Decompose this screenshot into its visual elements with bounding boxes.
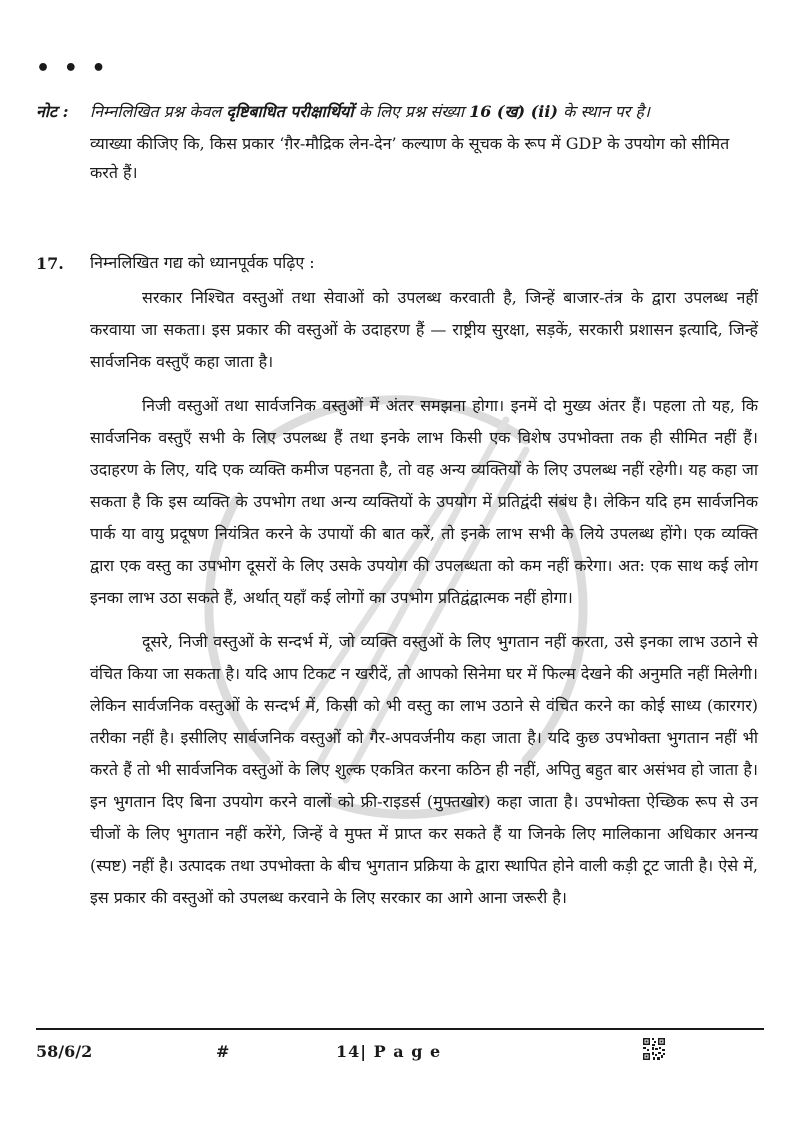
question-prompt: निम्नलिखित गद्य को ध्यानपूर्वक पढ़िए :	[90, 253, 315, 272]
footer-divider	[36, 1028, 764, 1030]
note-instruction-post: के स्थान पर है।	[558, 102, 650, 121]
note-question-reference: 16 (ख) (ii)	[469, 102, 558, 121]
note-question: व्याख्या कीजिए कि, किस प्रकार ‘ग़ैर-मौद्रिक लेन-देन’ कल्याण के सूचक के रूप में GDP के उपयोग को सीमित करते हैं।	[90, 134, 730, 182]
qr-code-icon	[642, 1037, 666, 1061]
passage-paragraph-1: सरकार निश्चित वस्तुओं तथा सेवाओं को उपलब्ध करवाती है, जिन्हें बाजार-तंत्र के द्वारा उपलब्ध नहीं करवाया जा सकता। इस प्रकार की वस्तुओं के उदाहरण हैं — राष्ट्रीय सुरक्षा, सड़कें, सरकारी प्रशासन इत्यादि, जिन्हें सार्वजनिक वस्तुएँ कहा जाता है।	[90, 288, 758, 371]
passage	[90, 282, 758, 926]
passage-paragraph-2: निजी वस्तुओं तथा सार्वजनिक वस्तुओं में अंतर समझना होगा। इनमें दो मुख्य अंतर हैं। पहला तो यह, कि सार्वजनिक वस्तुएँ सभी के लिए उपलब्ध हैं तथा इनके लाभ किसी एक विशेष उपभोक्ता तक ही सीमित नहीं हैं। उदाहरण के लिए, यदि एक व्यक्ति कमीज पहनता है, तो वह अन्य व्यक्तियों के लिए उपलब्ध नहीं रहेगी। यह कहा जा सकता है कि इस व्यक्ति के उपभोग तथा अन्य व्यक्तियों के उपयोग में प्रतिद्वंदी संबंध है। लेकिन यदि हम सार्वजनिक पार्क या वायु प्रदूषण नियंत्रित करने के उपायों की बात करें, तो इनके लाभ सभी के लिये उपलब्ध होंगे। एक व्यक्ति द्वारा एक वस्तु का उपभोग दूसरों के लिए उसके उपयोग की उपलब्धता को कम नहीं करेगा। अत: एक साथ कई लोग इनका लाभ उठा सकते हैं, अर्थात् यहाँ कई लोगों का उपभोग प्रतिद्वंद्वात्मक नहीं होगा।	[90, 396, 758, 607]
footer-hash: #	[216, 1042, 230, 1061]
continuation-dots: • • •	[36, 56, 109, 81]
page-number: 14| P a g e	[336, 1042, 442, 1061]
paper-code: 58/6/2	[36, 1042, 93, 1061]
note-instruction-mid: के लिए प्रश्न संख्या	[353, 102, 470, 121]
passage-paragraph-3: दूसरे, निजी वस्तुओं के सन्दर्भ में, जो व्यक्ति वस्तुओं के लिए भुगतान नहीं करता, उसे इनका लाभ उठाने से वंचित किया जा सकता है। यदि आप टिकट न खरीदें, तो आपको सिनेमा घर में फिल्म देखने की अनुमति नहीं मिलेगी। लेकिन सार्वजनिक वस्तुओं के सन्दर्भ में, किसी को भी वस्तु का लाभ उठाने से वंचित करने का कोई साध्य (कारगर) तरीका नहीं है। इसीलिए सार्वजनिक वस्तुओं को गैर-अपवर्जनीय कहा जाता है। यदि कुछ उपभोक्ता भुगतान नहीं भी करते हैं तो भी सार्वजनिक वस्तुओं के लिए शुल्क एकत्रित करना कठिन ही नहीं, अपितु बहुत बार असंभव हो जाता है। इन भुगतान दिए बिना उपयोग करने वालों को फ्री-राइडर्स (मुफ्तखोर) कहा जाता है। उपभोक्ता ऐच्छिक रूप से उन चीजों के लिए भुगतान नहीं करेंगे, जिन्हें वे मुफ्त में प्राप्त कर सकते हैं या जिनके लिए मालिकाना अधिकार अनन्य (स्पष्ट) नहीं है। उत्पादक तथा उपभोक्ता के बीच भुगतान प्रक्रिया के द्वारा स्थापित होने वाली कड़ी टूट जाती है। ऐसे में, इस प्रकार की वस्तुओं को उपलब्ध करवाने के लिए सरकार का आगे आना जरूरी है।	[90, 632, 758, 907]
note-label: नोट :	[36, 102, 69, 121]
note-body	[90, 98, 750, 187]
note-instruction-pre: निम्नलिखित प्रश्न केवल	[90, 102, 227, 121]
question-number: 17.	[36, 254, 64, 273]
note-instruction-bold: दृष्टिबाधित परीक्षार्थियों	[226, 102, 354, 121]
note-instruction	[90, 98, 750, 126]
